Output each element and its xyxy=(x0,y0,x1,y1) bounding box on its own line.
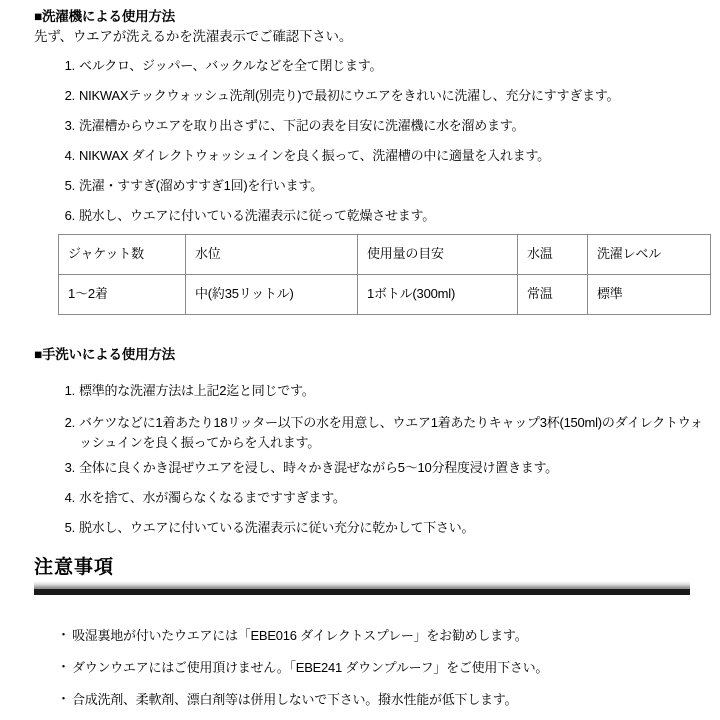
list-item-number: 2. xyxy=(64,88,75,103)
list-item-number: 1. xyxy=(64,58,75,73)
list-item-text: 洗濯槽からウエアを取り出さずに、下記の表を目安に洗濯機に水を溜めます。 xyxy=(79,118,525,133)
list-item xyxy=(58,118,524,135)
machine-wash-lead: 先ず、ウエアが洗えるかを洗濯表示でご確認下さい。 xyxy=(34,29,353,44)
list-item-text: 全体に良くかき混ぜウエアを浸し、時々かき混ぜながら5〜10分程度浸け置きます。 xyxy=(79,460,558,475)
table-cell: 中(約35リットル) xyxy=(186,275,358,315)
bullet-dot-icon: ・ xyxy=(57,627,70,642)
table-row xyxy=(59,275,711,315)
notice-gradient-bar xyxy=(34,581,690,589)
table-header-cell: 水位 xyxy=(186,235,358,275)
list-item xyxy=(58,490,346,507)
list-item-number: 4. xyxy=(64,148,75,163)
table-header-cell: 使用量の目安 xyxy=(358,235,518,275)
machine-wash-heading-label: 洗濯機による使用方法 xyxy=(41,9,175,24)
hand-wash-heading xyxy=(34,346,175,364)
list-item-number: 5. xyxy=(64,520,75,535)
list-item-text: NIKWAX ダイレクトウォッシュインを良く振って、洗濯槽の中に適量を入れます。 xyxy=(79,148,550,163)
list-item-text: 水を捨て、水が濁らなくなるまですすぎます。 xyxy=(79,490,346,505)
bullet-dot-icon: ・ xyxy=(57,659,70,674)
list-item-text: ダウンウエアにはご使用頂けません。「EBE241 ダウンプルーフ」をご使用下さい。 xyxy=(72,660,549,675)
list-item xyxy=(56,660,548,677)
list-item xyxy=(58,520,474,537)
table-cell: 標準 xyxy=(588,275,711,315)
list-item xyxy=(56,628,527,645)
list-item xyxy=(56,692,517,709)
notice-rule xyxy=(34,589,690,595)
table-header-row xyxy=(59,235,711,275)
table-cell: 常温 xyxy=(518,275,588,315)
water-level-table xyxy=(58,234,711,315)
table-cell: 1ボトル(300ml) xyxy=(358,275,518,315)
list-item-text: バケツなどに1着あたり18リッター以下の水を用意し、ウエア1着あたりキャップ3杯(150ml)のダイレクトウォッシュインを良く振ってからを入れます。 xyxy=(79,415,703,451)
list-item-number: 3. xyxy=(64,460,75,475)
list-item-number: 5. xyxy=(64,178,75,193)
list-item xyxy=(58,148,550,165)
table-header-cell: 洗濯レベル xyxy=(588,235,711,275)
square-bullet-icon: ■ xyxy=(34,347,42,362)
list-item-number: 1. xyxy=(64,383,75,398)
list-item-number: 2. xyxy=(64,415,75,430)
list-item-number: 4. xyxy=(64,490,75,505)
table-header-cell: 水温 xyxy=(518,235,588,275)
list-item-number: 3. xyxy=(64,118,75,133)
list-item-text: 標準的な洗濯方法は上記2迄と同じです。 xyxy=(79,383,315,398)
list-item xyxy=(58,413,709,453)
list-item xyxy=(58,208,435,225)
list-item xyxy=(58,383,314,400)
table-header-cell: ジャケット数 xyxy=(59,235,186,275)
list-item-text: 脱水し、ウエアに付いている洗濯表示に従い充分に乾かして下さい。 xyxy=(79,520,475,535)
list-item-text: 脱水し、ウエアに付いている洗濯表示に従って乾燥させます。 xyxy=(79,208,435,223)
machine-wash-heading xyxy=(34,8,175,26)
list-item xyxy=(58,460,558,477)
list-item-text: ベルクロ、ジッパー、バックルなどを全て閉じます。 xyxy=(79,58,383,73)
notice-title: 注意事項 xyxy=(34,557,115,578)
list-item xyxy=(58,58,382,75)
notice-banner xyxy=(34,558,690,595)
list-item xyxy=(58,88,619,105)
bullet-dot-icon: ・ xyxy=(57,691,70,706)
hand-wash-heading-label: 手洗いによる使用方法 xyxy=(41,347,175,362)
list-item xyxy=(58,178,323,195)
list-item-text: 吸湿裏地が付いたウエアには「EBE016 ダイレクトスプレー」をお勧めします。 xyxy=(72,628,528,643)
square-bullet-icon: ■ xyxy=(34,9,42,24)
list-item-text: NIKWAXテックウォッシュ洗剤(別売り)で最初にウエアをきれいに洗濯し、充分にすすぎます。 xyxy=(79,88,620,103)
list-item-text: 合成洗剤、柔軟剤、漂白剤等は併用しないで下さい。撥水性能が低下します。 xyxy=(72,692,518,707)
list-item-number: 6. xyxy=(64,208,75,223)
list-item-text: 洗濯・すすぎ(溜めすすぎ1回)を行います。 xyxy=(79,178,323,193)
table-cell: 1〜2着 xyxy=(59,275,186,315)
